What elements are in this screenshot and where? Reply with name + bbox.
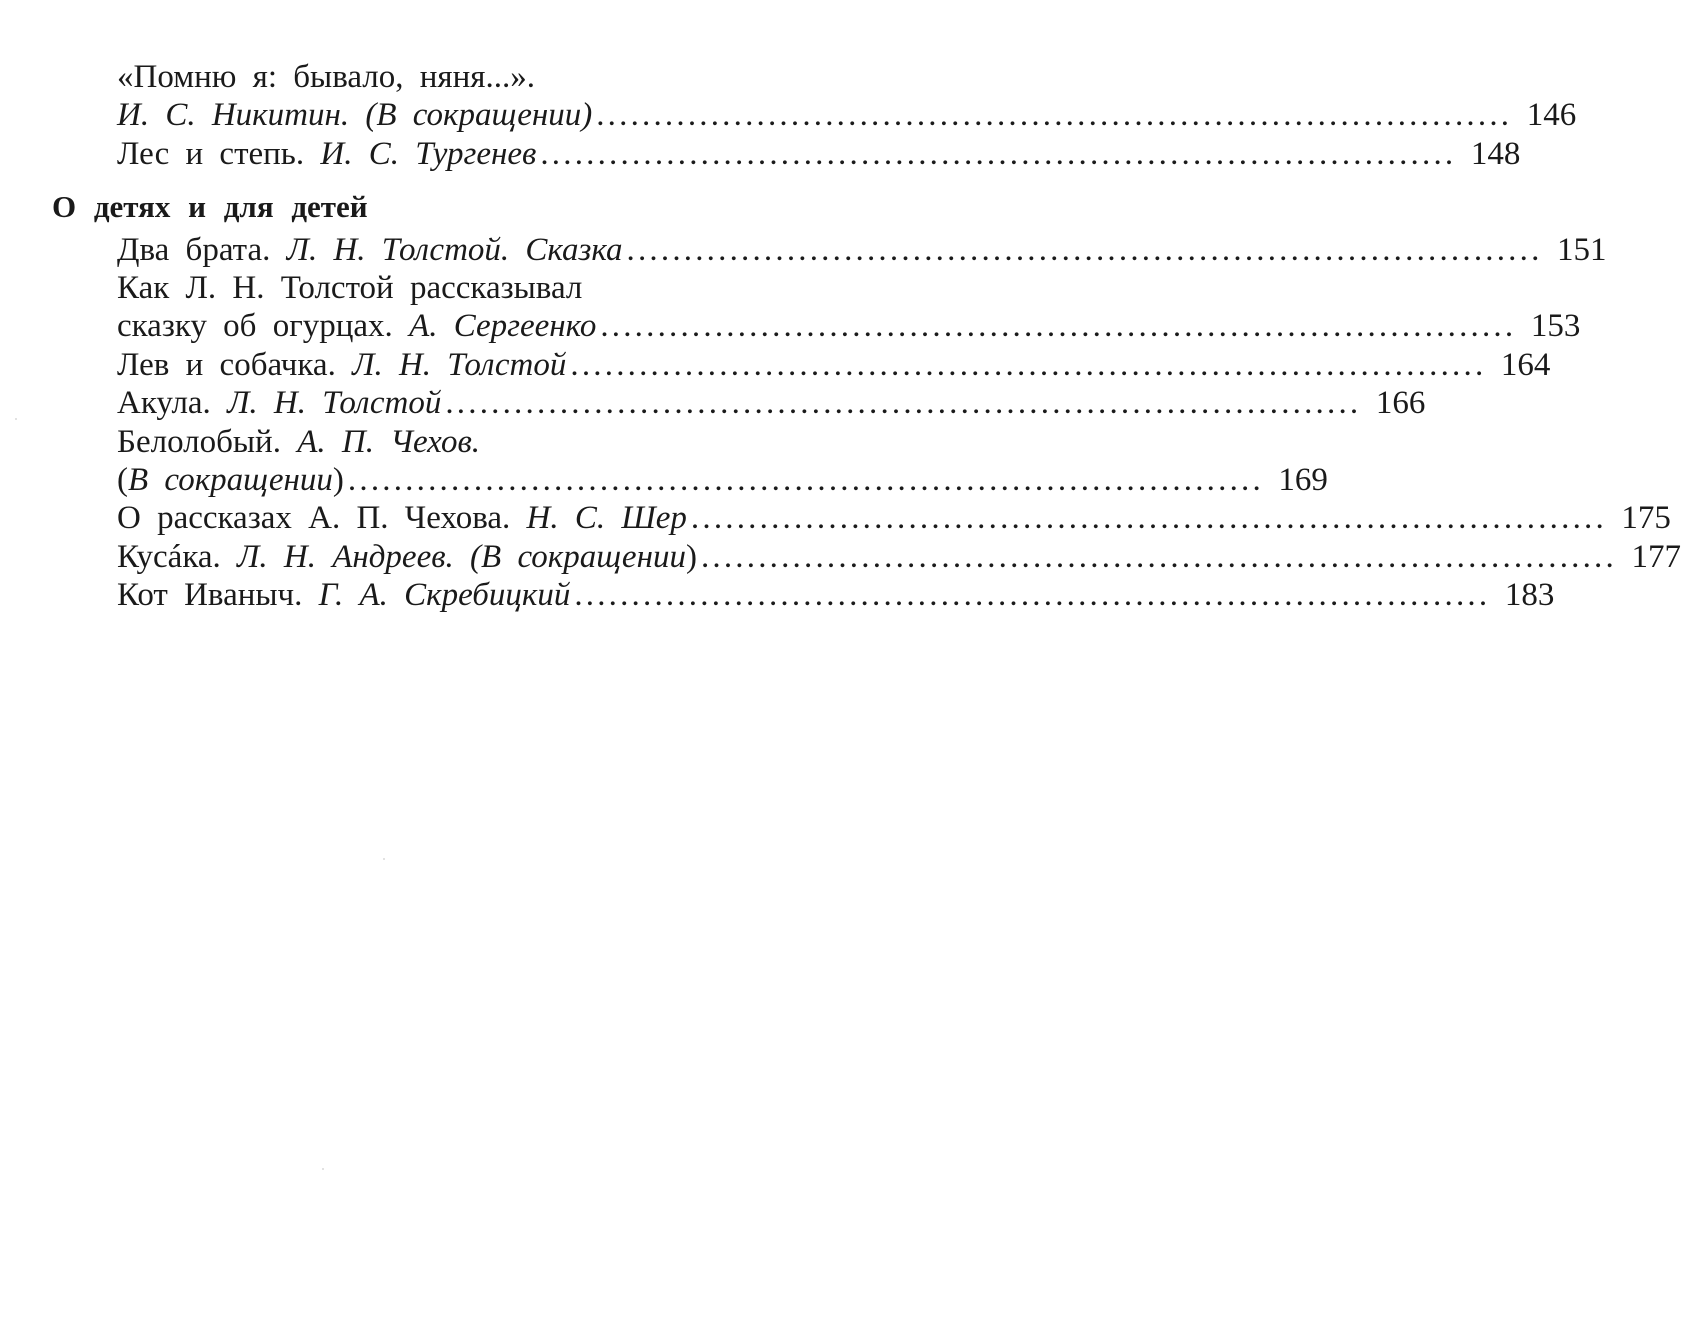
toc-entry-kusaka[interactable]	[117, 538, 1681, 576]
dot-leader: ................................................................................	[445, 385, 1362, 422]
entry-title: Кусáка.	[117, 538, 238, 575]
dot-leader: ................................................................................	[347, 461, 1264, 498]
entry-note: В сокращении	[376, 97, 582, 134]
toc-entry-belolobiy[interactable]	[117, 461, 1328, 499]
entry-title: «Помню я: бывало, няня...».	[117, 59, 535, 95]
entry-note: В сокращении	[481, 538, 686, 575]
scan-speck	[15, 418, 17, 420]
toc-entry-akula[interactable]	[117, 384, 1426, 422]
dot-leader: ................................................................................	[574, 577, 1491, 614]
page-number: 148	[1470, 135, 1521, 172]
toc-entry-kak-tolstoy[interactable]	[117, 307, 1581, 345]
dot-leader: ................................................................................	[596, 97, 1513, 134]
table-of-contents	[0, 58, 1681, 614]
entry-author: Н. С. Шер	[526, 500, 687, 537]
entry-author: Г. А. Скребицкий	[318, 577, 571, 614]
dot-leader: ................................................................................	[690, 500, 1607, 537]
page-number: 146	[1526, 97, 1577, 134]
entry-author: Л. Н. Толстой	[227, 385, 442, 422]
entry-author: А. Сергеенко	[409, 308, 597, 345]
page-number: 177	[1631, 538, 1681, 575]
dot-leader: ................................................................................	[540, 135, 1457, 172]
entry-note-close: )	[332, 461, 344, 498]
page-number: 175	[1621, 500, 1671, 537]
entry-author: И. С. Никитин. (	[117, 97, 377, 134]
dot-leader: ................................................................................	[570, 346, 1487, 383]
scan-speck	[383, 858, 385, 860]
entry-note: В сокращении	[128, 461, 333, 498]
entry-title-continued: сказку об огурцах.	[117, 308, 410, 345]
entry-note-close: )	[685, 538, 697, 575]
toc-entry-turgenev[interactable]	[117, 135, 1521, 173]
entry-title: Лев и собачка.	[117, 346, 353, 383]
toc-entry-kak-tolstoy-title	[117, 269, 1000, 307]
toc-entry-nikitin-title	[117, 58, 1000, 96]
dot-leader: ................................................................................	[626, 231, 1543, 268]
entry-note-open: (	[117, 461, 128, 498]
section-heading: О детях и для детей	[52, 189, 368, 225]
entry-author: Л. Н. Толстой. Сказка	[286, 231, 623, 268]
entry-title: Акула.	[117, 385, 228, 422]
entry-author: Л. Н. Толстой	[352, 346, 567, 383]
toc-entry-lev[interactable]	[117, 346, 1551, 384]
entry-title: Как Л. Н. Толстой рассказывал	[117, 269, 583, 306]
entry-title: Белолобый.	[117, 423, 298, 460]
toc-entry-o-rasskazah[interactable]	[117, 499, 1671, 537]
page-number: 153	[1530, 308, 1581, 345]
entry-author: Л. Н. Андреев. (	[237, 538, 482, 575]
entry-author: И. С. Тургенев	[320, 135, 537, 172]
entry-note-close: )	[581, 97, 593, 134]
dot-leader: ................................................................................	[600, 308, 1517, 345]
toc-entry-nikitin[interactable]	[117, 96, 1577, 134]
page-number: 183	[1504, 577, 1555, 614]
entry-title: Лес и степь.	[117, 135, 321, 172]
toc-entry-dva-brata[interactable]	[117, 231, 1607, 269]
page-number: 166	[1375, 385, 1426, 422]
page-number: 169	[1278, 461, 1328, 498]
entry-title: Два брата.	[117, 231, 287, 268]
entry-title: О рассказах А. П. Чехова.	[117, 500, 527, 537]
toc-entry-kot[interactable]	[117, 576, 1555, 614]
dot-leader: ................................................................................	[700, 538, 1617, 575]
scan-speck	[322, 1168, 324, 1170]
entry-author: А. П. Чехов.	[297, 423, 481, 460]
page-number: 151	[1557, 231, 1607, 268]
page-number: 164	[1500, 346, 1551, 383]
toc-entry-belolobiy-title	[117, 423, 1000, 461]
entry-title: Кот Иваныч.	[117, 577, 319, 614]
